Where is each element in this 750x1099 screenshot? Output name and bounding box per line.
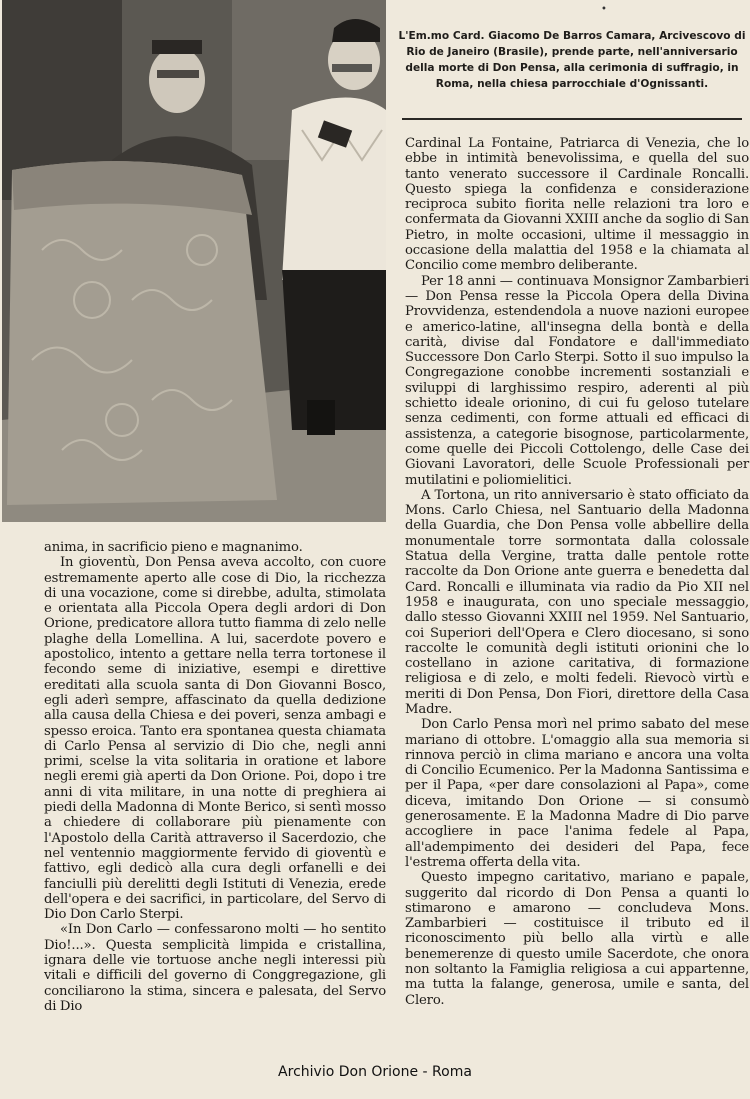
paragraph: Don Carlo Pensa morì nel primo sabato del mese mariano di ottobre. L'omaggio alla sua memoria si rinnova perciò in clima mariano e ancora una volta di Concilio Ecumenico. Per la Madonna Santissima e per il Papa, «per dare consolazioni al Papa», come diceva, imitando Don Orione — si consumò generosamente. E la Madonna Madre di Dio parve accogliere in pace l'anima fedele al Papa, all'adempimento dei desideri del Papa, fece l'estrema offerta della vita. [405, 717, 749, 870]
caption-divider [402, 118, 742, 120]
paragraph: Per 18 anni — continuava Monsignor Zambarbieri — Don Pensa resse la Piccola Opera della Divina Provvidenza, estendendola a nuove nazioni europee e americo-latine, all'insegna della bontà e della carità, divise dal Fondatore e dall'immediato Successore Don Carlo Sterpi. Sotto il suo impulso la Congregazione conobbe incrementi sostanziali e sviluppi di larghissimo respiro, aderenti al più schietto ideale orionino, di cui fu geloso tutelare senza cedimenti, con forme attuali ed efficaci di assistenza, a categorie bisognose, particolarmente, come quelle dei Piccoli Cottolengo, delle Case dei Giovani Lavoratori, delle Scuole Professionali per mutilatini e poliomielitici. [405, 273, 749, 488]
archive-footer: Archivio Don Orione - Roma [278, 1064, 472, 1080]
photo-caption: L'Em.mo Card. Giacomo De Barros Camara, Arcivescovo di Rio de Janeiro (Brasile), prende parte, nell'anniversario della morte di Don Pensa, alla cerimonia di suffragio, in Roma, nella chiesa parrocchiale d'Ognissanti. [398, 30, 746, 90]
page-mark: • [601, 4, 607, 15]
left-column [44, 540, 386, 1014]
paragraph: anima, in sacrificio pieno e magnanimo. [44, 540, 303, 555]
paragraph: A Tortona, un rito anniversario è stato officiato da Mons. Carlo Chiesa, nel Santuario della Madonna della Guardia, che Don Pensa volle abbellire della monumentale torre sormontata dalla colossale Statua della Vergine, tratta dalle pentole rotte raccolte da Don Orione ante guerra e benedetta dal Card. Roncalli e illuminata via radio da Pio XII nel 1958 e inaugurata, con uno speciale messaggio, dallo stesso Giovanni XXIII nel 1959. Nel Santuario, coi Superiori dell'Opera e Clero diocesano, si sono raccolte le comunità degli istituti orionini che lo costellano in azione caritativa, di formazione religiosa e di zelo, e molti fedeli. Rievocò virtù e meriti di Don Pensa, Don Fiori, direttore della Casa Madre. [405, 487, 749, 717]
paragraph: Questo impegno caritativo, mariano e papale, suggerito dal ricordo di Don Pensa a quanti lo stimarono e amarono — concludeva Mons. Zambarbieri — costituisce il tributo ed il riconoscimento più bello alla virtù e alle benemerenze di questo umile Sacerdote, che onora non soltanto la Famiglia religiosa a cui appartenne, ma tutta la falange, generosa, umile e santa, del Clero. [405, 870, 749, 1008]
photograph [2, 0, 386, 522]
paragraph: «In Don Carlo — confessarono molti — ho sentito Dio!...». Questa semplicità limpida e cristallina, ignara delle vie tortuose anche negli interessi più vitali e difficili del governo di Conggregazione, gli conciliarono la stima, sincera e palesata, del Servo di Dio [44, 922, 386, 1014]
photo-icon [2, 0, 386, 522]
paragraph: Cardinal La Fontaine, Patriarca di Venezia, che lo ebbe in intimità benevolissima, e quella del suo tanto venerato successore il Cardinale Roncalli. Questo spiega la confidenza e considerazione reciproca subito fiorita nelle relazioni tra loro e confermata da Giovanni XXIII anche da soglio di San Pietro, in molte occasioni, ultime il messaggio in occasione della malattia del 1958 e la chiamata al Concilio come membro deliberante. [405, 136, 749, 274]
paragraph: In gioventù, Don Pensa aveva accolto, con cuore estremamente aperto alle cose di Dio, la ricchezza di una vocazione, come si direbbe, adulta, stimolata e orientata alla Piccola Opera degli ardori di Don Orione, predicatore allora tutto fiamma di zelo nelle plaghe della Lomellina. A lui, sacerdote povero e apostolico, intento a gettare nella terra tortonese il fecondo seme di iniziative, esempi e direttive ereditati alla scuola santa di Don Giovanni Bosco, egli aderì sempre, affascinato da quella dedizione alla causa della Chiesa e dei poveri, senza ambagi e spesso eroica. Tanto era spontanea questa chiamata di Carlo Pensa al servizio di Dio che, negli anni primi, scelse la vita solitaria in oratione et labore negli eremi già aperti da Don Orione. Poi, dopo i tre anni di vita militare, in una notte di preghiera ai piedi della Madonna di Monte Berico, si sentì mosso a chiedere di collaborare più pienamente con l'Apostolo della Carità attraverso il Sacerdozio, che nel ventennio maggiormente fervido di gioventù e fattivo, egli dedicò alla cura degli orfanelli e dei fanciulli più derelitti degli Istituti di Venezia, erede dell'opera e dei sacrifici, in particolare, del Servo di Dio Don Carlo Sterpi. [44, 555, 386, 923]
right-column [405, 136, 749, 1008]
